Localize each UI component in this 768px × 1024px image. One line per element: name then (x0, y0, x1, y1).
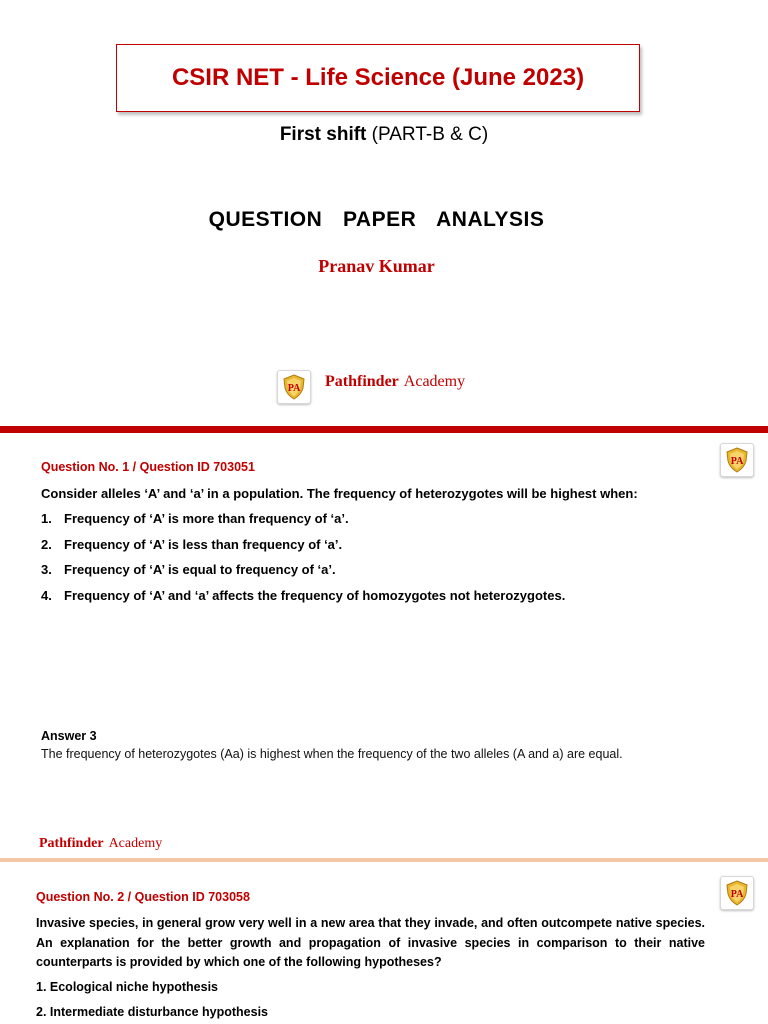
option-number: 3. (41, 562, 52, 577)
question-2-stem: Invasive species, in general grow very well in a new area that they invade, and often outcompete native species. An explanation for the better growth and propagation of invasive species in comparison to their native counterparts is provided by which one of the following hypotheses? (36, 916, 705, 969)
author-name: Pranav Kumar (318, 256, 435, 276)
option-number: 1. (41, 511, 52, 526)
option-text: Frequency of ‘A’ is more than frequency of ‘a’. (64, 511, 349, 526)
svg-text:PA: PA (730, 889, 744, 900)
title-box (116, 44, 640, 112)
question-2-option: 2. Intermediate disturbance hypothesis (36, 1005, 269, 1019)
option-number: 2. (41, 537, 52, 552)
brand-secondary: Academy (403, 373, 466, 390)
pathfinder-shield-logo-icon (277, 370, 311, 404)
slide-divider (0, 858, 768, 862)
question-1-option (41, 588, 565, 603)
option-text: Frequency of ‘A’ is less than frequency of ‘a’. (64, 537, 343, 552)
svg-text:PA: PA (287, 383, 301, 394)
footer-brand (39, 836, 162, 852)
brand-secondary: Academy (108, 836, 163, 851)
option-text: Frequency of ‘A’ and ‘a’ affects the frequency of homozygotes not heterozygotes. (64, 588, 566, 603)
question-1-option (41, 562, 336, 577)
pathfinder-shield-logo-icon (720, 443, 754, 477)
question-1-option (41, 537, 342, 552)
document-title: CSIR NET - Life Science (June 2023) (171, 64, 585, 91)
slide-divider (0, 426, 768, 433)
question-1-header: Question No. 1 / Question ID 703051 (41, 460, 255, 474)
shift-line (0, 124, 768, 146)
svg-text:PA: PA (730, 456, 744, 467)
shift-parts: (PART-B & C) (371, 124, 489, 145)
question-2-option: 1. Ecological niche hypothesis (36, 980, 218, 994)
option-number: 4. (41, 588, 52, 603)
cover-slide (0, 0, 768, 426)
question-2-header: Question No. 2 / Question ID 703058 (36, 890, 250, 904)
analysis-heading: QUESTION PAPER ANALYSIS (208, 208, 545, 231)
shift-label: First shift (279, 124, 367, 145)
option-text: Frequency of ‘A’ is equal to frequency of ‘a’. (64, 562, 336, 577)
cover-brand (325, 373, 465, 391)
answer-title: Answer 3 (41, 729, 97, 743)
answer-explanation: The frequency of heterozygotes (Aa) is highest when the frequency of the two alleles (A and a) are equal. (41, 747, 623, 761)
question-1-option (41, 511, 349, 526)
pathfinder-shield-logo-icon (720, 876, 754, 910)
question-1-stem: Consider alleles ‘A’ and ‘a’ in a population. The frequency of heterozygotes will be highest when: (41, 486, 638, 501)
brand-primary: Pathfinder (325, 373, 399, 390)
brand-primary: Pathfinder (39, 836, 104, 851)
